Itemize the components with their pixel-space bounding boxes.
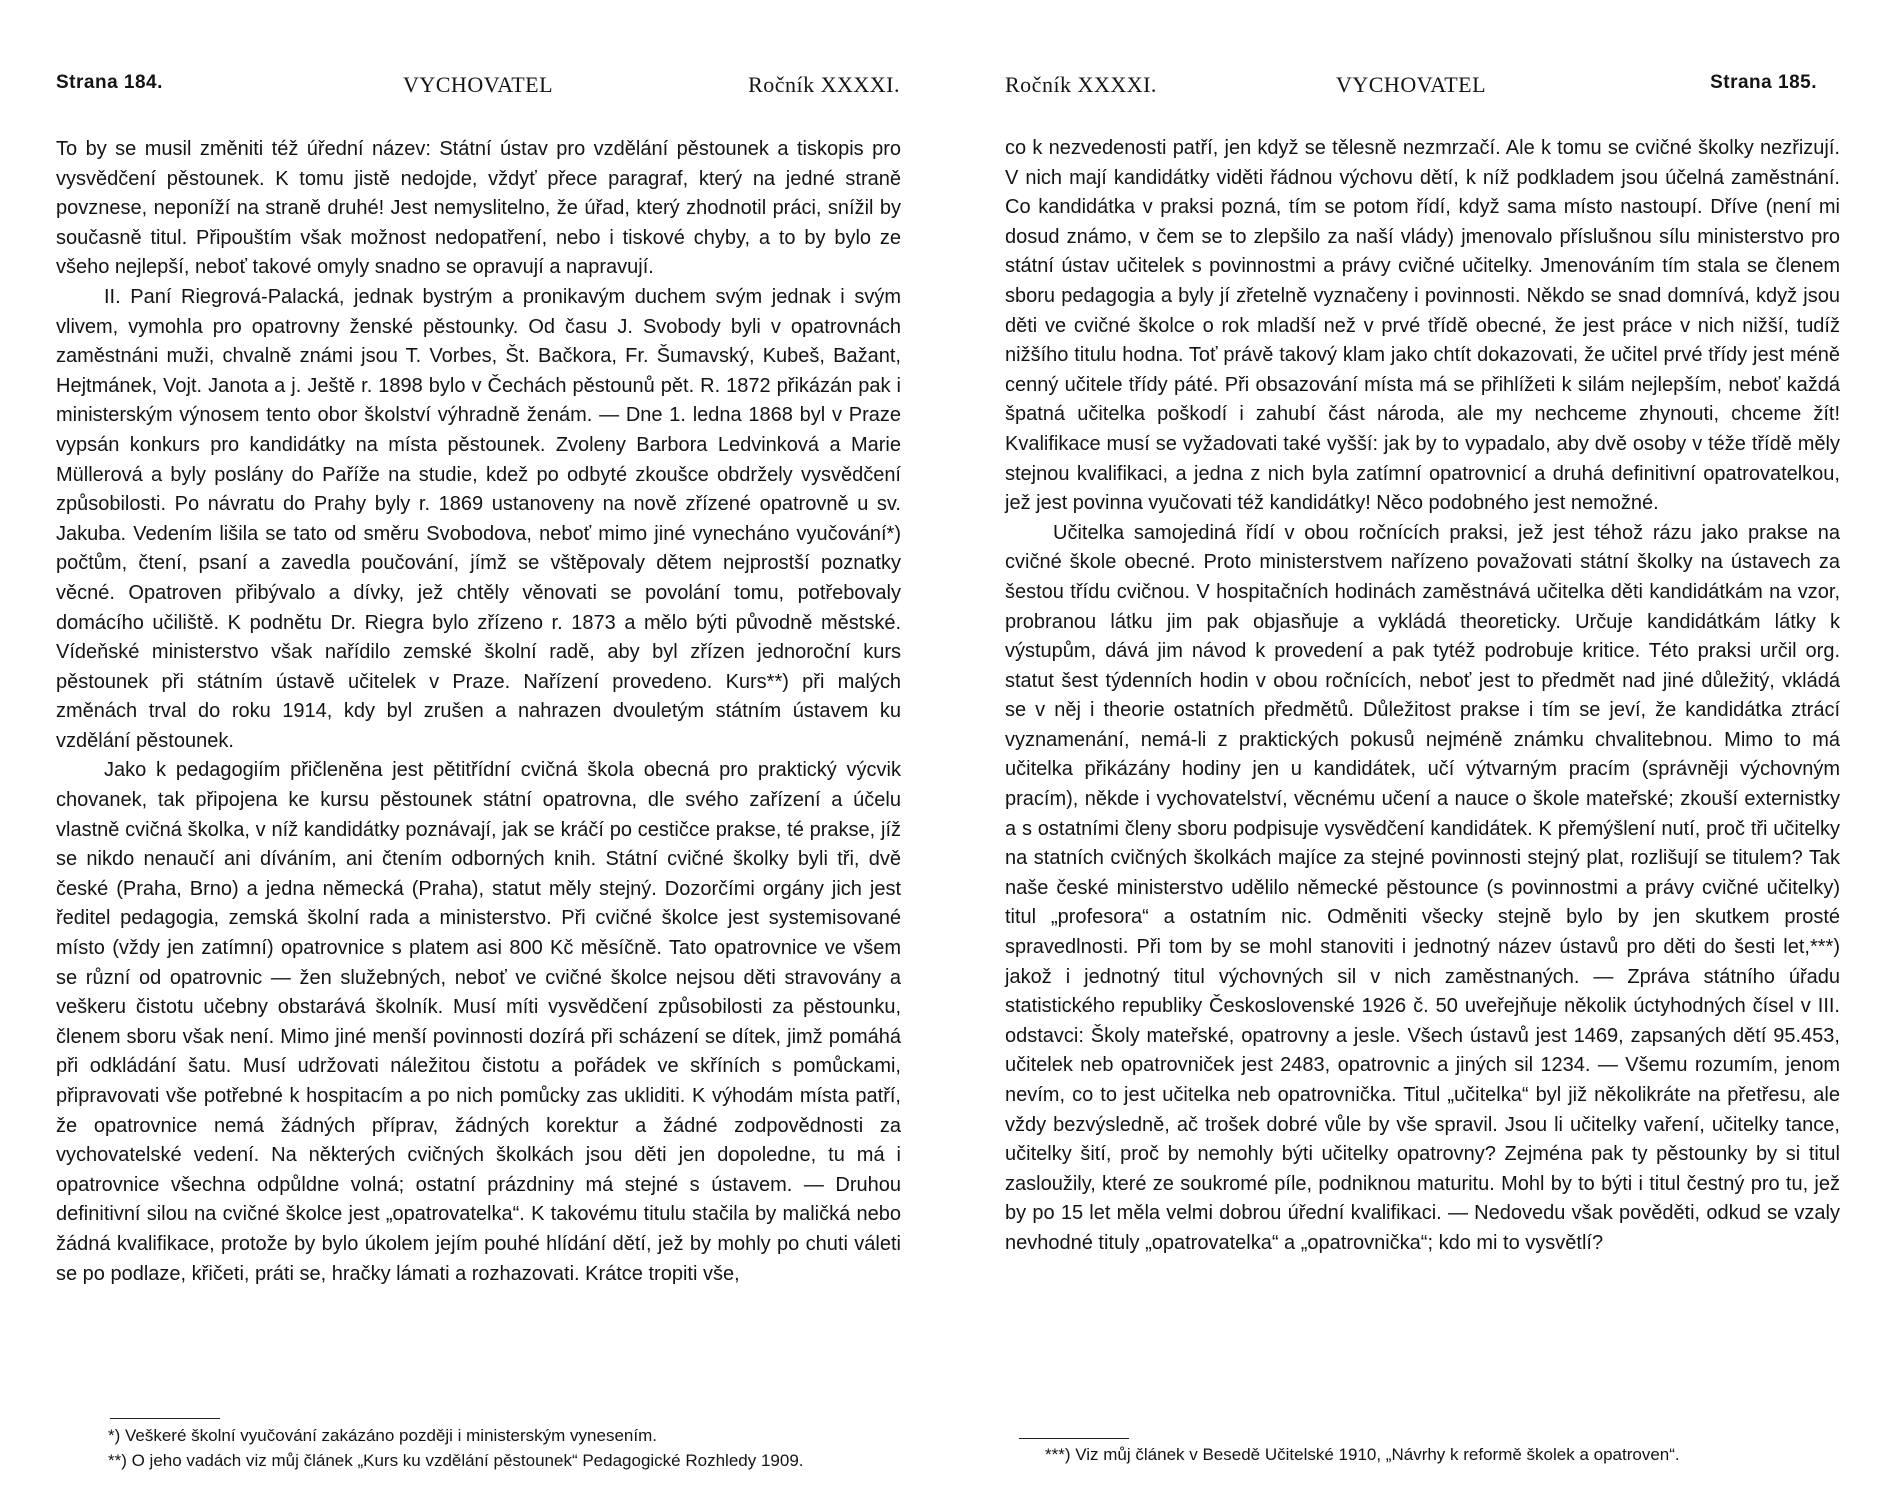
footnote: *) Veškeré školní vyučování zakázáno později i ministerským vynesením. [108, 1426, 657, 1445]
footnotes [1045, 1442, 1835, 1467]
volume-label: Ročník XXXXI. [1005, 72, 1157, 97]
footnote: ***) Viz můj článek v Besedě Učitelské 1910, „Návrhy k reformě školek a opatroven“. [1045, 1445, 1680, 1464]
running-head [56, 72, 900, 102]
paragraph: Jako k pedagogiím přičleněna jest pětitřídní cvičná škola obecná pro praktický výcvik chovanek, tak připojena ke kursu pěstounek státní opatrovna, dle svého zařízení a účelu vlastně cvičná školka, v níž kandidátky poznávají, jak se kráčí po cestičce prakse, té prakse, jíž se nikdo nenaučí ani díváním, ani čtením odborných knih. Státní cvičné školky byli tři, dvě české (Praha, Brno) a jedna německá (Praha), statut měly stejný. Dozorčími orgány jich jest ředitel pedagogia, zemská školní rada a ministerstvo. Při cvičné školce jest systemisované místo (vždy jen zatímní) opatrovnice s platem asi 800 Kč měsíčně. Tato opatrovnice ve všem se různí od opatrovnic — žen služebných, neboť ve cvičné školce nejsou děti stravovány a veškeru čistotu učebny obstarává školník. Musí míti vysvědčení způsobilosti za pěstounku, členem sboru však není. Mimo jiné menší povinnosti dozírá při scházení se dítek, jimž pomáhá při odkládání šatu. Musí udržovati náležitou čistotu a pořádek ve skříních s pomůckami, připravovati vše potřebné k hospitacím a po nich pomůcky zas ukliditi. K výhodám místa patří, že opatrovnice nemá žádných příprav, žádných korektur a žádné zodpovědnosti za vychovatelské vedení. Na některých cvičných školkách jsou děti jen dopoledne, tu má i opatrovnice všechna odpůldne volná; ostatní prázdniny má stejné s ústavem. — Druhou definitivní silou na cvičné školce jest „opatrovatelka“. K takovému titulu stačila by maličká nebo žádná kvalifikace, protože by bylo úkolem jejím pouhé hlídání dětí, jež by mohly po chuti váleti se po podlaze, křičeti, práti se, hračky lámati a rozhazovati. Krátce tropiti vše, [56, 759, 901, 1285]
body-text [1005, 134, 1840, 1259]
footnotes [108, 1423, 908, 1473]
footnote: **) O jeho vadách viz můj článek „Kurs ku vzdělání pěstounek“ Pedagogické Rozhledy 1909. [108, 1451, 804, 1470]
footnote-divider [1019, 1438, 1129, 1439]
volume-label: Ročník XXXXI. [748, 72, 900, 97]
left-page [40, 0, 900, 1500]
body-text [56, 135, 901, 1289]
paragraph: co k nezvedenosti patří, jen když se tělesně nezmrzačí. Ale k tomu se cvičné školky nezřizují. V nich mají kandidátky viděti řádnou výchovu dětí, k níž podkladem jsou účelná zaměstnání. Co kandidátka v praksi pozná, tím se potom řídí, když sama místo nastoupí. Dříve (není mi dosud známo, v čem se to zlepšilo za naší vlády) jmenovalo příslušnou sílu ministerstvo pro státní ústav učitelek s povinnostmi a právy cvičné učitelky. Jmenováním tím stala se členem sboru pedagogia a byly jí zřetelně vyznačeny i povinnosti. Někdo se snad domnívá, když jsou děti ve cvičné školce o rok mladší než v prvé třídě obecné, že jest práce v nich nižší, tudíž nižšího titulu hodna. Toť právě takový klam jako chtít dokazovati, že učitel prvé třídy jest méně cenný učitele třídy páté. Při obsazování místa má se přihlížeti k silám nejlepším, neboť každá špatná učitelka poškodí i zahubí část národa, ale my nechceme zhynouti, chceme žít! Kvalifikace musí se vyžadovati také vyšší: jak by to vypadalo, aby dvě osoby v téže třídě měly stejnou kvalifikaci, a jedna z nich byla zatímní opatrovnicí a druhá definitivní opatrovatelkou, jež jest povinna vyučovati též kandidátky! Něco podobného jest nemožné. [1005, 137, 1840, 515]
footnote-divider [110, 1418, 220, 1419]
page-number: Strana 185. [1710, 72, 1817, 93]
running-head [1005, 72, 1817, 102]
paragraph: II. Paní Riegrová-Palacká, jednak bystrým a pronikavým duchem svým jednak i svým vlivem, vymohla pro opatrovny ženské pěstounky. Od času J. Svobody byli v opatrovnách zaměstnáni muži, chvalně známi jsou T. Vorbes, Št. Bačkora, Fr. Šumavský, Kubeš, Bažant, Hejtmánek, Vojt. Janota a j. Ještě r. 1898 bylo v Čechách pěstounů pět. R. 1872 přikázán pak i ministerským výnosem tento obor školství výhradně ženám. — Dne 1. ledna 1868 byl v Praze vypsán konkurs pro kandidátky na místa pěstounek. Zvoleny Barbora Ledvinková a Marie Müllerová a byly poslány do Paříže na studie, kdež po odbyté zkoušce obdržely vysvědčení způsobilosti. Po návratu do Prahy byly r. 1869 ustanoveny na nově zřízené opatrovně u sv. Jakuba. Vedením lišila se tato od směru Svobodova, neboť mimo jiné vynecháno vyučování*) počtům, čtení, psaní a zavedla poučování, jímž se vštěpovaly dětem nejprostší poznatky věcné. Opatroven přibývalo a dívky, jež chtěly věnovati se povolání tomu, potřebovaly domácího učiliště. K podnětu Dr. Riegra bylo zřízeno r. 1873 a mělo býti původně městské. Vídeňské ministerstvo však nařídilo zemské školní radě, aby byl zřízen jednoroční kurs pěstounek při státním ústavě učitelek v Praze. Nařízení provedeno. Kurs**) při malých změnách trval do roku 1914, kdy byl zrušen a nahrazen dvouletým státním ústavem ku vzdělání pěstounek. [56, 285, 901, 752]
page-number: Strana 184. [56, 72, 163, 93]
journal-title: VYCHOVATEL [1335, 72, 1487, 97]
paragraph: Učitelka samojediná řídí v obou ročnících praksi, jež jest téhož rázu jako prakse na cvičné škole obecné. Proto ministerstvem nařízeno považovati státní školky na ústavech za šestou třídu cvičnou. V hospitačních hodinách zaměstnává učitelka děti kandidátkám na vzor, probranou látku jim pak objasňuje a vykládá theoreticky. Určuje kandidátkám látky k výstupům, dává jim návod k provedení a pak tytéž podrobuje kritice. Této praksi určil org. statut šest týdenních hodin v obou ročnících, neboť jest to předmět nad jiné důležitý, vkládá se v něj i theorie ostatních předmětů. Důležitost prakse i tím se jeví, že kandidátka ztrácí vyznamenání, nemá-li z praktických pokusů nejméně známku chvalitebnou. Mimo to má učitelka přikázány hodiny jen u kandidátek, učí výtvarným pracím (správněji výchovným pracím), někde i vychovatelství, věcnému učení a nauce o škole mateřské; zkouší externistky a s ostatními členy sboru podpisuje vysvědčení kandidátek. K přemýšlení nutí, proč tři učitelky na statních cvičných školkách majíce za stejné povinnosti stejný plat, rozlišují se titulem? Tak naše české ministerstvo udělilo německé pěstounce (s povinnostmi a právy cvičné učitelky) titul „profesora“ a ostatním nic. Odměniti všecky stejně bylo by jen skutkem prosté spravedlnosti. Při tom by se mohl stanoviti i jednotný název ústavů pro děti do šesti let,***) jakož i jednotný titul výchovných sil v nich zaměstnaných. — Zpráva státního úřadu statistického republiky Československé 1926 č. 50 uveřejňuje několik úctyhodných čísel v III. odstavci: Školy mateřské, opatrovny a jesle. Všech ústavů jest 1469, zapsaných dětí 95.453, učitelek neb opatrovniček jest 2483, opatrovnic a jiných sil 1234. — Všemu rozumím, jenom nevím, co to jest učitelka neb opatrovnička. Titul „učitelka“ byl již několikráte na přetřesu, ale vždy bezvýsledně, ač trošek dobré vůle by vše spravil. Jsou li učitelky vaření, učitelky tance, učitelky šití, proč by nemohly býti učitelky opatrovny? Zejména pak ty pěstounky by si titul zasloužily, které ze soukromé píle, podniknou maturitu. Mohl by to býti i titul čestný pro tu, jež by po 15 let měla velmi dobrou úřední kvalifikaci. — Nedovedu však pověděti, odkud se vzaly nevhodné tituly „opatrovatelka“ a „opatrovnička“; kdo mi to vysvětlí? [1005, 521, 1840, 1254]
journal-title: VYCHOVATEL [402, 72, 554, 97]
paragraph: To by se musil změniti též úřední název: Státní ústav pro vzdělání pěstounek a tiskopis pro vysvědčení pěstounek. K tomu jistě nedojde, vždyť přece paragraf, který na jedné straně povznese, neponíží na straně druhé! Jest nemyslitelno, že úřad, který zhodnotil práci, snížil by současně titul. Připouštím však možnost nedopatření, nebo i tiskové chyby, a to by bylo ze všeho nejlepší, neboť takové omyly snadno se opravují a napravují. [56, 138, 901, 279]
right-page [975, 0, 1840, 1500]
